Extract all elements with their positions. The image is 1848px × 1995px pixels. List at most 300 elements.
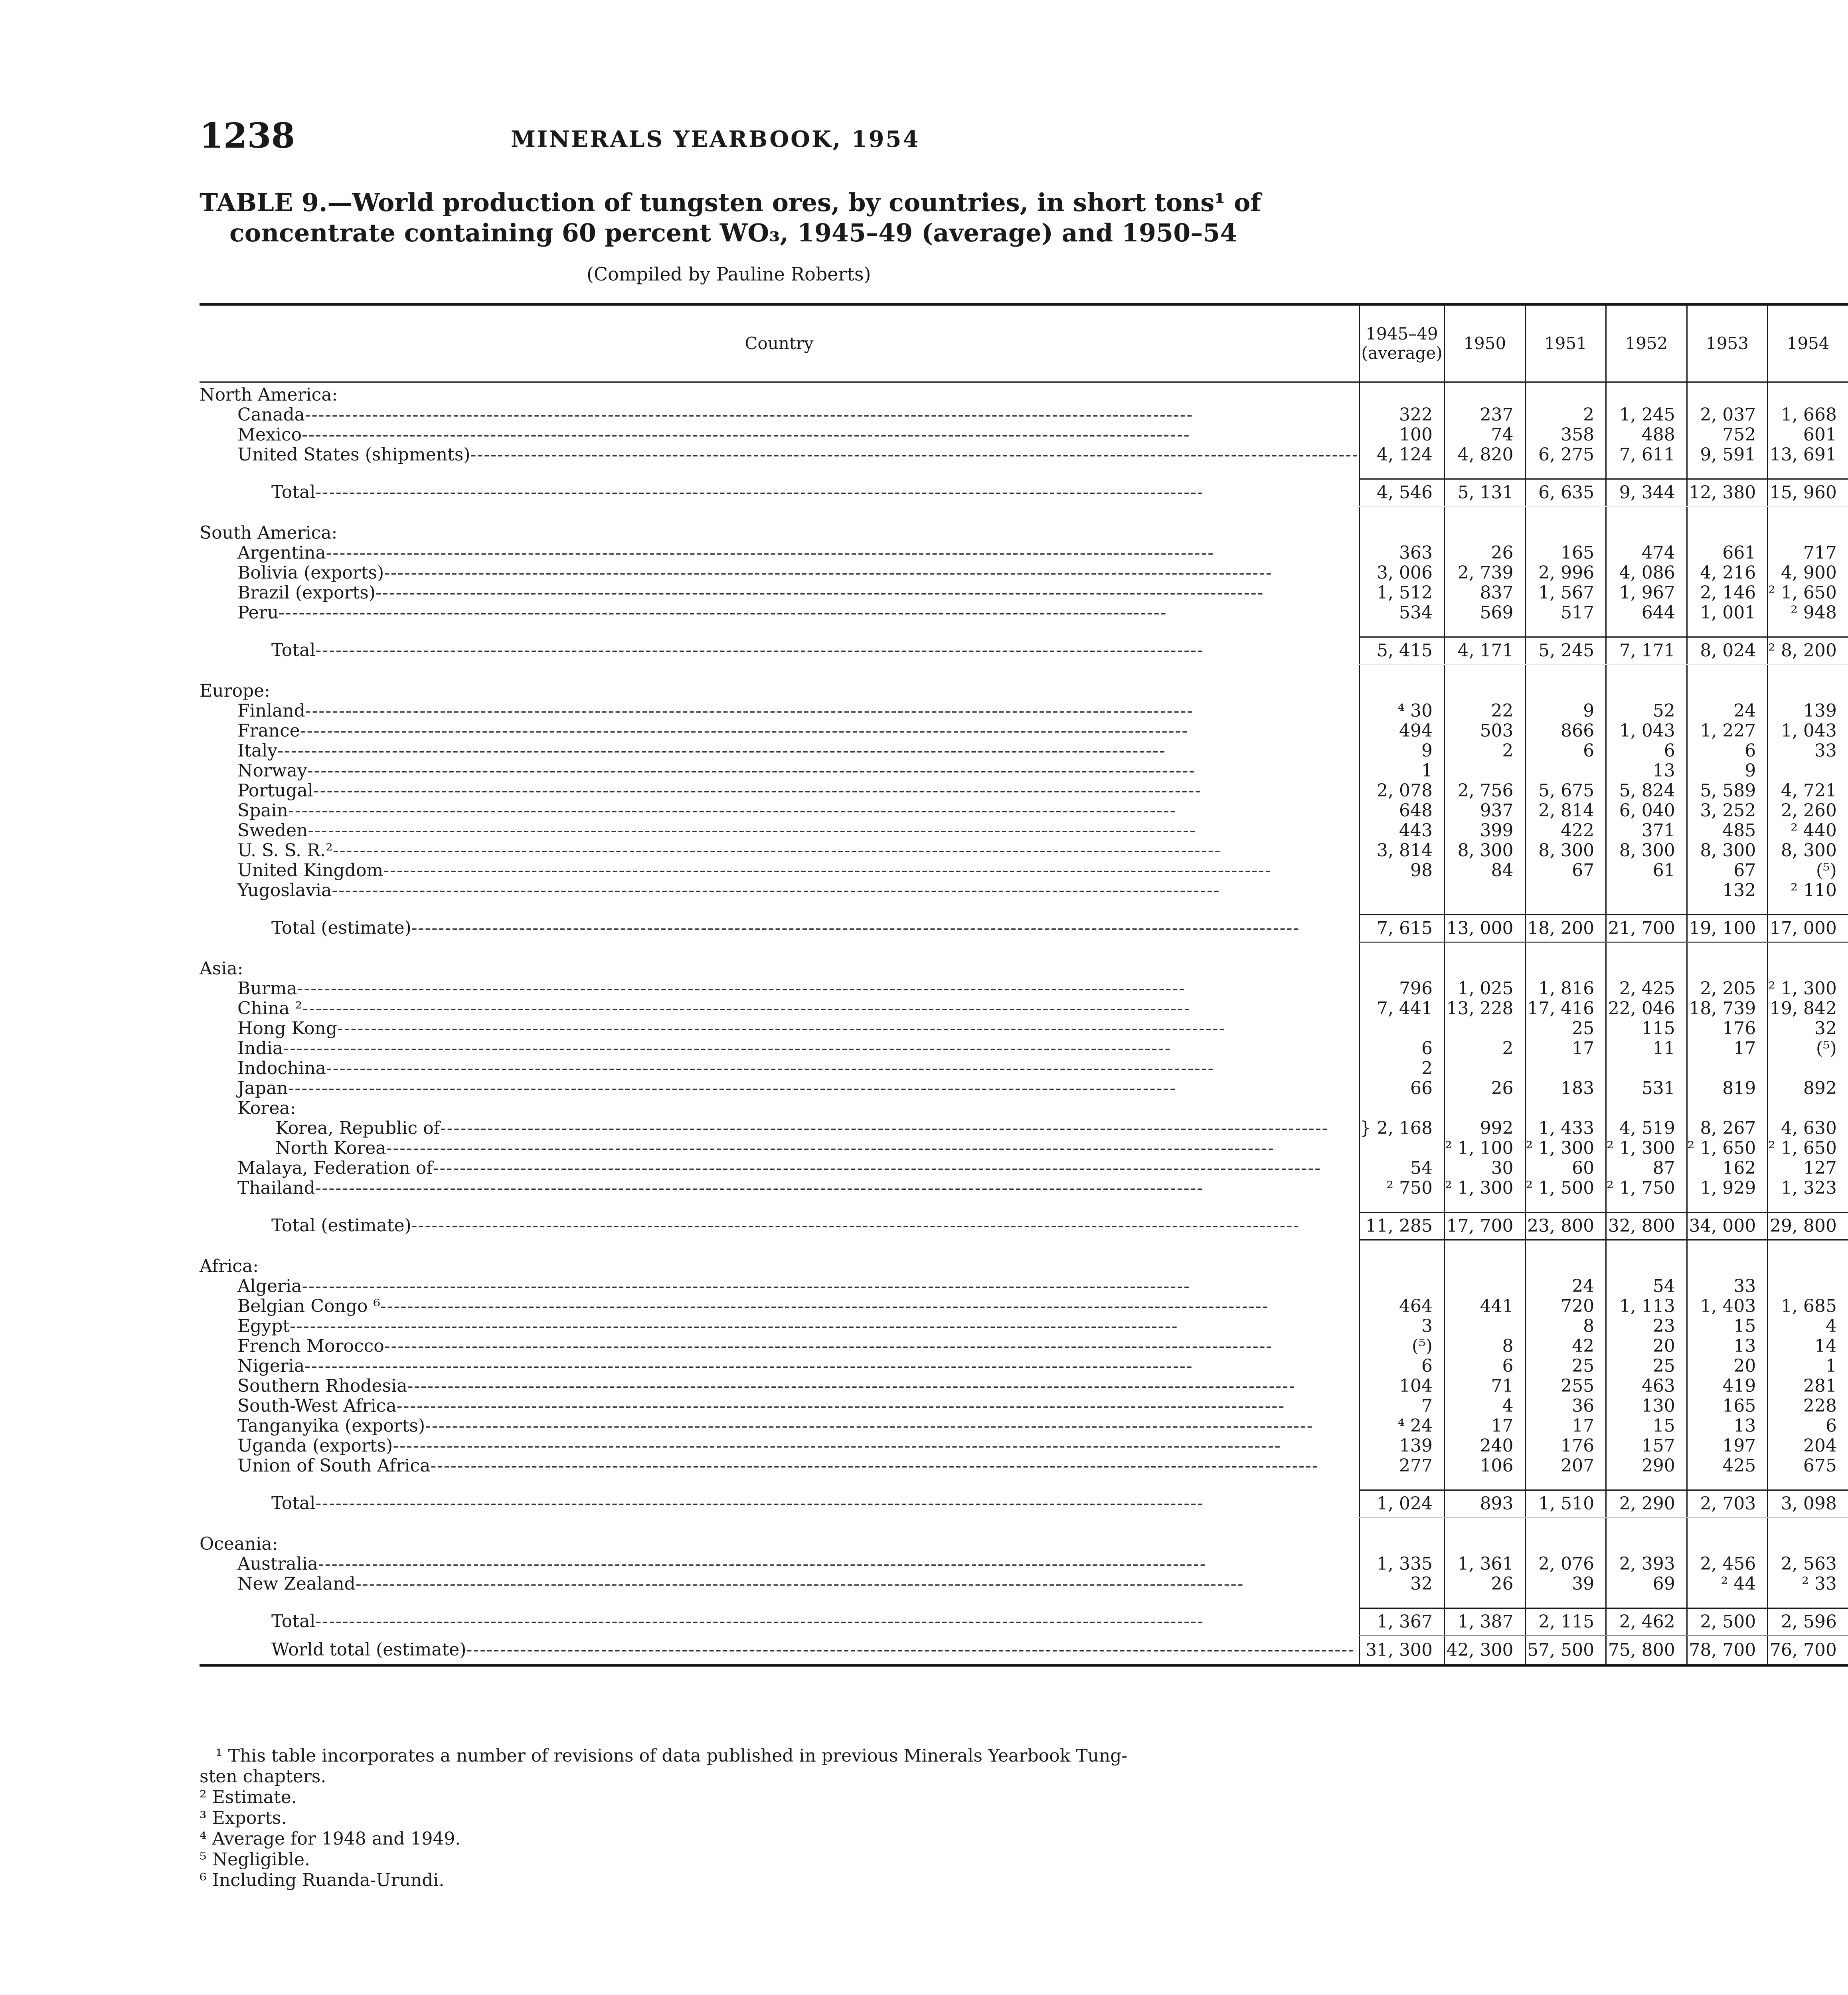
row-label: Spain -----	[200, 801, 1359, 821]
value-cell: 6	[1606, 741, 1687, 761]
spacer-cell	[1606, 1476, 1687, 1490]
spacer-cell	[1360, 665, 1445, 679]
value-cell: 2, 703	[1687, 1490, 1768, 1518]
spacer-cell	[1525, 1594, 1606, 1608]
row-label-cell	[200, 445, 1360, 465]
spacer-cell	[1768, 1518, 1848, 1532]
total-row	[200, 1608, 1848, 1636]
value-cell: 8	[1525, 1316, 1606, 1336]
spacer-cell	[1360, 623, 1445, 637]
value-cell: (⁵)	[1768, 861, 1848, 881]
value-cell: 5, 245	[1525, 637, 1606, 665]
spacer-cell	[1360, 1518, 1445, 1532]
row-label: Italy -----	[200, 741, 1359, 761]
value-cell	[1606, 1059, 1687, 1078]
value-cell	[1768, 1254, 1848, 1276]
row-label-cell	[200, 915, 1360, 942]
value-cell: 2	[1444, 741, 1525, 761]
column-header-country: Country	[200, 304, 1360, 382]
value-cell: 7	[1360, 1396, 1445, 1416]
spacer-cell	[1360, 942, 1445, 957]
table-row	[200, 603, 1848, 623]
table-row	[200, 999, 1848, 1019]
row-label: Canada -----	[200, 405, 1359, 425]
value-cell: ² 1, 100	[1444, 1138, 1525, 1158]
value-cell	[1444, 761, 1525, 781]
row-label: Argentina -----	[200, 543, 1359, 563]
value-cell: 399	[1444, 821, 1525, 841]
value-cell: 71	[1444, 1376, 1525, 1396]
table-row	[200, 1059, 1848, 1078]
row-label-cell	[200, 1356, 1360, 1376]
value-cell: 36	[1525, 1396, 1606, 1416]
value-cell: 322	[1360, 405, 1445, 425]
value-cell: 6, 635	[1525, 479, 1606, 507]
spacer-cell	[1768, 942, 1848, 957]
spacer-cell	[200, 1198, 1360, 1213]
value-cell: 422	[1525, 821, 1606, 841]
value-cell	[1444, 1316, 1525, 1336]
table-row	[200, 1376, 1848, 1396]
value-cell	[1768, 1098, 1848, 1118]
value-cell: 6, 275	[1525, 445, 1606, 465]
spacer-row	[200, 901, 1848, 915]
value-cell: 1, 113	[1606, 1296, 1687, 1316]
value-cell: 29, 800	[1768, 1213, 1848, 1240]
value-cell: 115	[1606, 1019, 1687, 1039]
value-cell: 1, 929	[1687, 1178, 1768, 1198]
table-row	[200, 1158, 1848, 1178]
value-cell: 100	[1360, 425, 1445, 445]
spacer-cell	[1768, 1476, 1848, 1490]
value-cell: 204	[1768, 1436, 1848, 1456]
row-label: Total -----	[200, 1493, 1359, 1513]
value-cell: 17, 700	[1444, 1213, 1525, 1240]
row-label-cell	[200, 1490, 1360, 1518]
value-cell: 32	[1768, 1019, 1848, 1039]
value-cell	[1687, 521, 1768, 543]
value-cell: 601	[1768, 425, 1848, 445]
value-cell: 127	[1768, 1158, 1848, 1178]
spacer-cell	[1687, 665, 1768, 679]
value-cell	[1768, 1276, 1848, 1296]
table-row	[200, 881, 1848, 901]
spacer-cell	[200, 1240, 1360, 1254]
value-cell: 1, 967	[1606, 583, 1687, 603]
value-cell: 893	[1444, 1490, 1525, 1518]
value-cell: 937	[1444, 801, 1525, 821]
value-cell: 176	[1525, 1436, 1606, 1456]
row-label-cell	[200, 1059, 1360, 1078]
value-cell	[1768, 679, 1848, 701]
spacer-cell	[1444, 1240, 1525, 1254]
row-label: Australia -----	[200, 1554, 1359, 1574]
value-cell: 569	[1444, 603, 1525, 623]
row-label-cell	[200, 1376, 1360, 1396]
value-cell: ⁴ 30	[1360, 701, 1445, 721]
row-label-cell	[200, 1254, 1360, 1276]
value-cell: ² 33	[1768, 1574, 1848, 1594]
region-row	[200, 956, 1848, 979]
value-cell	[1687, 1254, 1768, 1276]
row-label-cell	[200, 1316, 1360, 1336]
spacer-row	[200, 1476, 1848, 1490]
table-row	[200, 1396, 1848, 1416]
value-cell: ² 440	[1768, 821, 1848, 841]
table-row	[200, 781, 1848, 801]
value-cell	[1768, 761, 1848, 781]
table-row	[200, 741, 1848, 761]
value-cell: 9, 591	[1687, 445, 1768, 465]
value-cell: 19, 100	[1687, 915, 1768, 942]
value-cell: 992	[1444, 1118, 1525, 1138]
region-row	[200, 679, 1848, 701]
row-label-cell	[200, 679, 1360, 701]
value-cell: 2, 462	[1606, 1608, 1687, 1636]
value-cell: 66	[1360, 1078, 1445, 1098]
region-row	[200, 382, 1848, 405]
value-cell: 675	[1768, 1456, 1848, 1476]
spacer-cell	[1687, 1240, 1768, 1254]
value-cell: 4, 820	[1444, 445, 1525, 465]
table-title-line2: concentrate containing 60 percent WO₃, 1945–49 (average) and 1950–54	[229, 218, 1237, 247]
table-header-row	[200, 304, 1848, 382]
table-row	[200, 1118, 1848, 1138]
value-cell	[1525, 956, 1606, 979]
row-label-cell	[200, 999, 1360, 1019]
row-label-cell	[200, 1532, 1360, 1554]
row-label: Algeria -----	[200, 1276, 1359, 1296]
value-cell: 534	[1360, 603, 1445, 623]
spacer-cell	[1606, 665, 1687, 679]
value-cell: 25	[1525, 1356, 1606, 1376]
value-cell: 76, 700	[1768, 1636, 1848, 1666]
value-cell: 752	[1687, 425, 1768, 445]
value-cell: 23, 800	[1525, 1213, 1606, 1240]
row-label-cell	[200, 1608, 1360, 1636]
spacer-row	[200, 507, 1848, 521]
value-cell: 75, 800	[1606, 1636, 1687, 1666]
row-label-cell	[200, 479, 1360, 507]
spacer-row	[200, 665, 1848, 679]
table-row	[200, 1296, 1848, 1316]
value-cell: 4, 546	[1360, 479, 1445, 507]
row-label: Tanganyika (exports) -----	[200, 1416, 1359, 1436]
value-cell: 358	[1525, 425, 1606, 445]
spacer-cell	[1768, 1198, 1848, 1213]
row-label-cell	[200, 1078, 1360, 1098]
value-cell	[1444, 1276, 1525, 1296]
value-cell: 2, 115	[1525, 1608, 1606, 1636]
value-cell: 3	[1360, 1316, 1445, 1336]
spacer-row	[200, 623, 1848, 637]
value-cell: 6	[1687, 741, 1768, 761]
value-cell: 2, 756	[1444, 781, 1525, 801]
value-cell: 6, 040	[1606, 801, 1687, 821]
spacer-cell	[1444, 1518, 1525, 1532]
row-label: French Morocco -----	[200, 1336, 1359, 1356]
column-header-1954: 1954	[1768, 304, 1848, 382]
table-row	[200, 821, 1848, 841]
value-cell	[1525, 521, 1606, 543]
value-cell: 139	[1768, 701, 1848, 721]
value-cell: 2, 037	[1687, 405, 1768, 425]
footnote: ⁶ Including Ruanda-Urundi.	[200, 1870, 445, 1890]
value-cell: 17, 416	[1525, 999, 1606, 1019]
value-cell: 6	[1360, 1356, 1445, 1376]
value-cell: 2, 425	[1606, 979, 1687, 999]
value-cell	[1606, 521, 1687, 543]
total-row	[200, 637, 1848, 665]
table-row	[200, 1336, 1848, 1356]
row-label: France -----	[200, 721, 1359, 741]
value-cell: 464	[1360, 1296, 1445, 1316]
value-cell: 26	[1444, 1078, 1525, 1098]
value-cell: 648	[1360, 801, 1445, 821]
total-row	[200, 915, 1848, 942]
value-cell: (⁵)	[1360, 1336, 1445, 1356]
value-cell	[1444, 1098, 1525, 1118]
value-cell: 13	[1687, 1416, 1768, 1436]
row-label-cell	[200, 1019, 1360, 1039]
value-cell: 8, 267	[1687, 1118, 1768, 1138]
value-cell	[1687, 1098, 1768, 1118]
spacer-cell	[1525, 1240, 1606, 1254]
value-cell: 176	[1687, 1019, 1768, 1039]
value-cell: 183	[1525, 1078, 1606, 1098]
spacer-cell	[1444, 465, 1525, 479]
row-label: Yugoslavia -----	[200, 881, 1359, 901]
value-cell: 371	[1606, 821, 1687, 841]
value-cell: 290	[1606, 1456, 1687, 1476]
spacer-cell	[1768, 1594, 1848, 1608]
value-cell	[1444, 382, 1525, 405]
spacer-cell	[1360, 1198, 1445, 1213]
value-cell: 8, 024	[1687, 637, 1768, 665]
value-cell: 1	[1360, 761, 1445, 781]
value-cell: 6	[1444, 1356, 1525, 1376]
value-cell: 837	[1444, 583, 1525, 603]
value-cell: 494	[1360, 721, 1445, 741]
value-cell: 87	[1606, 1158, 1687, 1178]
column-header-1953: 1953	[1687, 304, 1768, 382]
row-label-cell	[200, 841, 1360, 861]
value-cell: 1, 043	[1768, 721, 1848, 741]
value-cell: 1, 512	[1360, 583, 1445, 603]
value-cell: 14	[1768, 1336, 1848, 1356]
value-cell: 2, 500	[1687, 1608, 1768, 1636]
value-cell: 8, 300	[1768, 841, 1848, 861]
row-label-cell	[200, 1178, 1360, 1198]
spacer-cell	[1768, 901, 1848, 915]
value-cell	[1525, 1059, 1606, 1078]
value-cell: 18, 200	[1525, 915, 1606, 942]
value-cell	[1606, 881, 1687, 901]
value-cell	[1360, 1138, 1445, 1158]
value-cell: 2, 078	[1360, 781, 1445, 801]
row-label-cell	[200, 979, 1360, 999]
row-label-cell	[200, 583, 1360, 603]
table-row	[200, 1356, 1848, 1376]
spacer-row	[200, 1240, 1848, 1254]
value-cell: 717	[1768, 543, 1848, 563]
value-cell	[1444, 956, 1525, 979]
spacer-cell	[1687, 1198, 1768, 1213]
value-cell: 57, 500	[1525, 1636, 1606, 1666]
value-cell: 52	[1606, 701, 1687, 721]
value-cell	[1606, 1254, 1687, 1276]
spacer-cell	[1687, 942, 1768, 957]
footnote: ⁴ Average for 1948 and 1949.	[200, 1829, 461, 1849]
spacer-cell	[1525, 623, 1606, 637]
value-cell: 1, 323	[1768, 1178, 1848, 1198]
value-cell	[1360, 1019, 1445, 1039]
value-cell: ² 8, 200	[1768, 637, 1848, 665]
value-cell: 15	[1606, 1416, 1687, 1436]
value-cell: ² 1, 650	[1768, 583, 1848, 603]
row-label: Portugal -----	[200, 781, 1359, 801]
value-cell: 165	[1525, 543, 1606, 563]
table-row	[200, 1554, 1848, 1574]
table-row	[200, 1039, 1848, 1059]
value-cell: 1, 403	[1687, 1296, 1768, 1316]
row-label: South America:	[200, 523, 338, 543]
value-cell: 517	[1525, 603, 1606, 623]
value-cell: 1, 024	[1360, 1490, 1445, 1518]
value-cell: 2, 563	[1768, 1554, 1848, 1574]
spacer-cell	[1444, 507, 1525, 521]
row-label: Japan -----	[200, 1078, 1359, 1098]
value-cell	[1687, 956, 1768, 979]
value-cell: ² 110	[1768, 881, 1848, 901]
row-label-cell	[200, 1039, 1360, 1059]
spacer-row	[200, 1594, 1848, 1608]
value-cell	[1525, 1254, 1606, 1276]
spacer-cell	[1444, 1476, 1525, 1490]
value-cell: 15, 960	[1768, 479, 1848, 507]
spacer-cell	[1606, 942, 1687, 957]
value-cell: 23	[1606, 1316, 1687, 1336]
table-row	[200, 801, 1848, 821]
value-cell: 15	[1687, 1316, 1768, 1336]
value-cell: 106	[1444, 1456, 1525, 1476]
value-cell: 132	[1687, 881, 1768, 901]
value-cell: 17	[1687, 1039, 1768, 1059]
value-cell: 31, 300	[1360, 1636, 1445, 1666]
value-cell: 425	[1687, 1456, 1768, 1476]
row-label: Total -----	[200, 640, 1359, 660]
value-cell: 1, 361	[1444, 1554, 1525, 1574]
spacer-cell	[200, 665, 1360, 679]
value-cell: 228	[1768, 1396, 1848, 1416]
value-cell	[1768, 1059, 1848, 1078]
spacer-cell	[1525, 1476, 1606, 1490]
value-cell: 98	[1360, 861, 1445, 881]
table-row	[200, 1416, 1848, 1436]
spacer-cell	[200, 465, 1360, 479]
spacer-cell	[1444, 623, 1525, 637]
footnote: ³ Exports.	[200, 1808, 287, 1828]
row-label-cell	[200, 1416, 1360, 1436]
spacer-cell	[1525, 1518, 1606, 1532]
value-cell: 25	[1525, 1019, 1606, 1039]
value-cell: 3, 252	[1687, 801, 1768, 821]
row-label: Belgian Congo ⁶ -----	[200, 1296, 1359, 1316]
spacer-cell	[1687, 1594, 1768, 1608]
spacer-cell	[1606, 623, 1687, 637]
value-cell: 2, 456	[1687, 1554, 1768, 1574]
spacer-cell	[200, 901, 1360, 915]
row-label: Brazil (exports) -----	[200, 583, 1359, 603]
value-cell: 207	[1525, 1456, 1606, 1476]
value-cell: 42, 300	[1444, 1636, 1525, 1666]
value-cell: 531	[1606, 1078, 1687, 1098]
row-label-cell	[200, 603, 1360, 623]
row-label: Total -----	[200, 482, 1359, 502]
spacer-cell	[1768, 623, 1848, 637]
table-title-line1: TABLE 9.—World production of tungsten ores, by countries, in short tons¹ of	[200, 188, 1261, 217]
value-cell: 3, 006	[1360, 563, 1445, 583]
row-label: Total (estimate) -----	[200, 1216, 1359, 1236]
value-cell: 165	[1687, 1396, 1768, 1416]
spacer-cell	[1606, 1240, 1687, 1254]
row-label: Africa:	[200, 1256, 259, 1276]
value-cell	[1525, 1532, 1606, 1554]
row-label-cell	[200, 405, 1360, 425]
value-cell	[1360, 1254, 1445, 1276]
row-label-cell	[200, 701, 1360, 721]
value-cell: ² 1, 750	[1606, 1178, 1687, 1198]
row-label-cell	[200, 1456, 1360, 1476]
spacer-cell	[1768, 665, 1848, 679]
footnote: ⁵ Negligible.	[200, 1849, 310, 1870]
row-label-cell	[200, 956, 1360, 979]
row-label-cell	[200, 1574, 1360, 1594]
value-cell: 33	[1687, 1276, 1768, 1296]
footnotes	[200, 1746, 1253, 1891]
value-cell: 474	[1606, 543, 1687, 563]
value-cell	[1360, 521, 1445, 543]
value-cell: 463	[1606, 1376, 1687, 1396]
value-cell: 4, 171	[1444, 637, 1525, 665]
value-cell: ² 1, 500	[1525, 1178, 1606, 1198]
value-cell: ² 948	[1768, 603, 1848, 623]
total-row	[200, 1490, 1848, 1518]
value-cell: 1, 001	[1687, 603, 1768, 623]
value-cell	[1444, 679, 1525, 701]
value-cell: 13, 691	[1768, 445, 1848, 465]
value-cell: 443	[1360, 821, 1445, 841]
value-cell	[1525, 382, 1606, 405]
row-label: Norway -----	[200, 761, 1359, 781]
row-label: Europe:	[200, 681, 271, 701]
value-cell	[1444, 1532, 1525, 1554]
row-label-cell	[200, 861, 1360, 881]
spacer-row	[200, 465, 1848, 479]
value-cell: 12, 380	[1687, 479, 1768, 507]
value-cell: 74	[1444, 425, 1525, 445]
spacer-cell	[200, 623, 1360, 637]
table-row	[200, 425, 1848, 445]
row-label-cell	[200, 1336, 1360, 1356]
value-cell: 24	[1687, 701, 1768, 721]
row-label-cell	[200, 425, 1360, 445]
value-cell: 26	[1444, 1574, 1525, 1594]
row-label: India -----	[200, 1039, 1359, 1059]
value-cell: ² 1, 650	[1768, 1138, 1848, 1158]
value-cell: 255	[1525, 1376, 1606, 1396]
value-cell: 197	[1687, 1436, 1768, 1456]
